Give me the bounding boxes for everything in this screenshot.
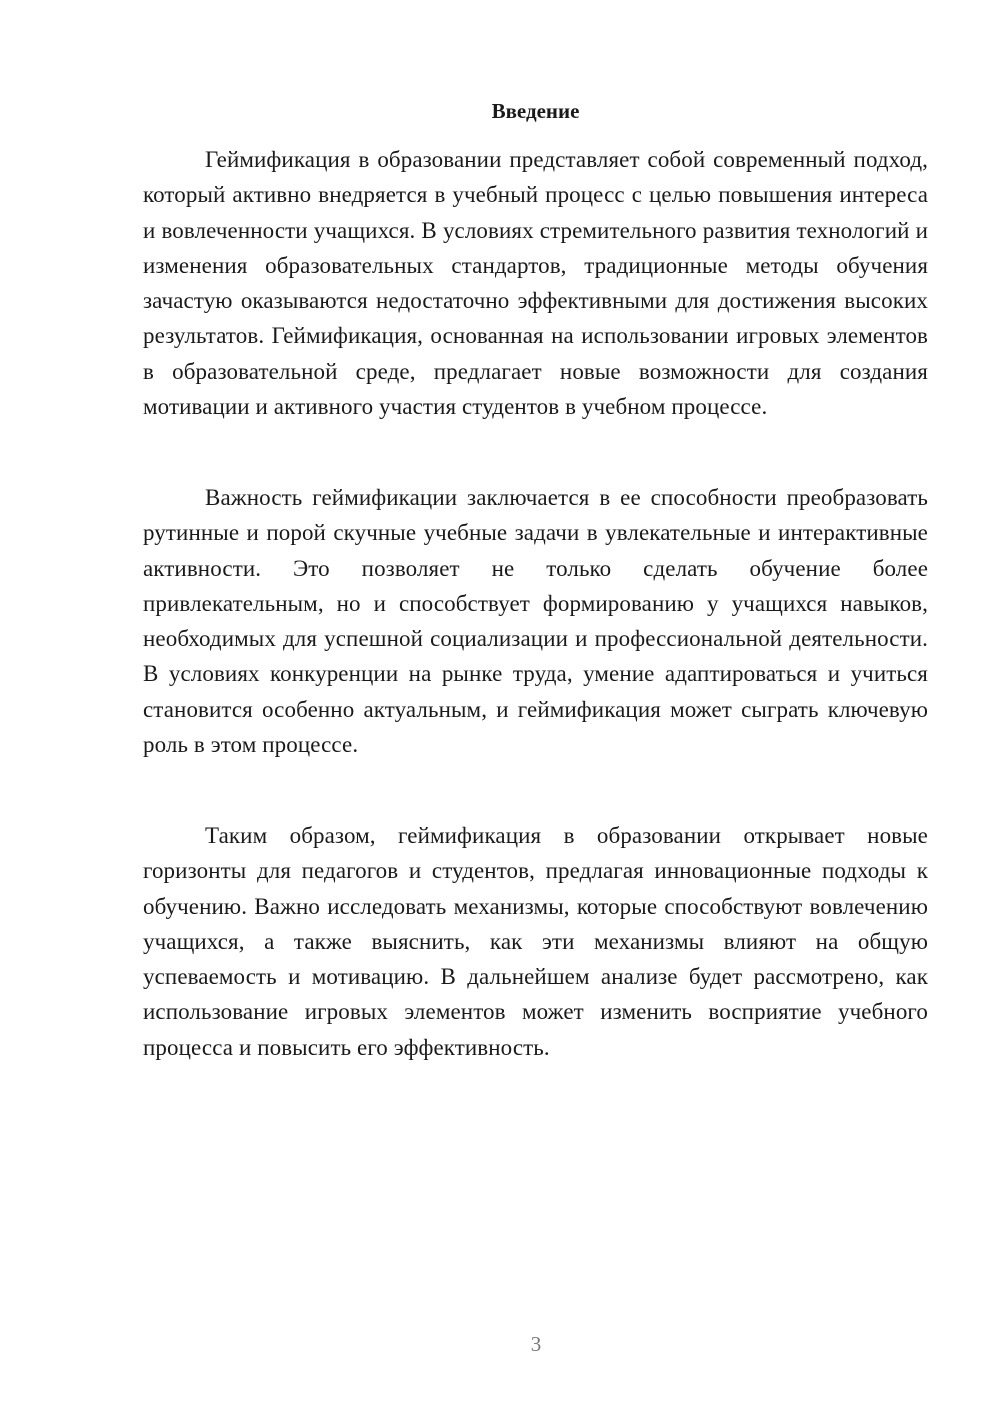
section-heading: Введение xyxy=(491,99,580,123)
paragraph-intro: Геймификация в образовании представляет собой современный подход, который активно внедряется в учебный процесс с целью повышения интереса и вовлеченности учащихся. В условиях стремительного развития технологий и изменения образовательных стандартов, традиционные методы обучения зачастую оказываются недостаточно эффективными для достижения высоких результатов. Геймификация, основанная на использовании игровых элементов в образовательной среде, предлагает новые возможности для создания мотивации и активного участия студентов в учебном процессе. xyxy=(143,147,928,420)
page-number: 3 xyxy=(530,1332,542,1356)
paragraph-conclusion: Таким образом, геймификация в образовании открывает новые горизонты для педагогов и студентов, предлагая инновационные подходы к обучению. Важно исследовать механизмы, которые способствуют вовлечению учащихся, а также выяснить, как эти механизмы влияют на общую успеваемость и мотивацию. В дальнейшем анализе будет рассмотрено, как использование игровых элементов может изменить восприятие учебного процесса и повысить его эффективность. xyxy=(143,823,928,1060)
paragraph-importance: Важность геймификации заключается в ее способности преобразовать рутинные и порой скучные учебные задачи в увлекательные и интерактивные активности. Это позволяет не только сделать обучение более привлекательным, но и способствует формированию у учащихся навыков, необходимых для успешной социализации и профессиональной деятельности. В условиях конкуренции на рынке труда, умение адаптироваться и учиться становится особенно актуальным, и геймификация может сыграть ключевую роль в этом процессе. xyxy=(143,485,928,758)
